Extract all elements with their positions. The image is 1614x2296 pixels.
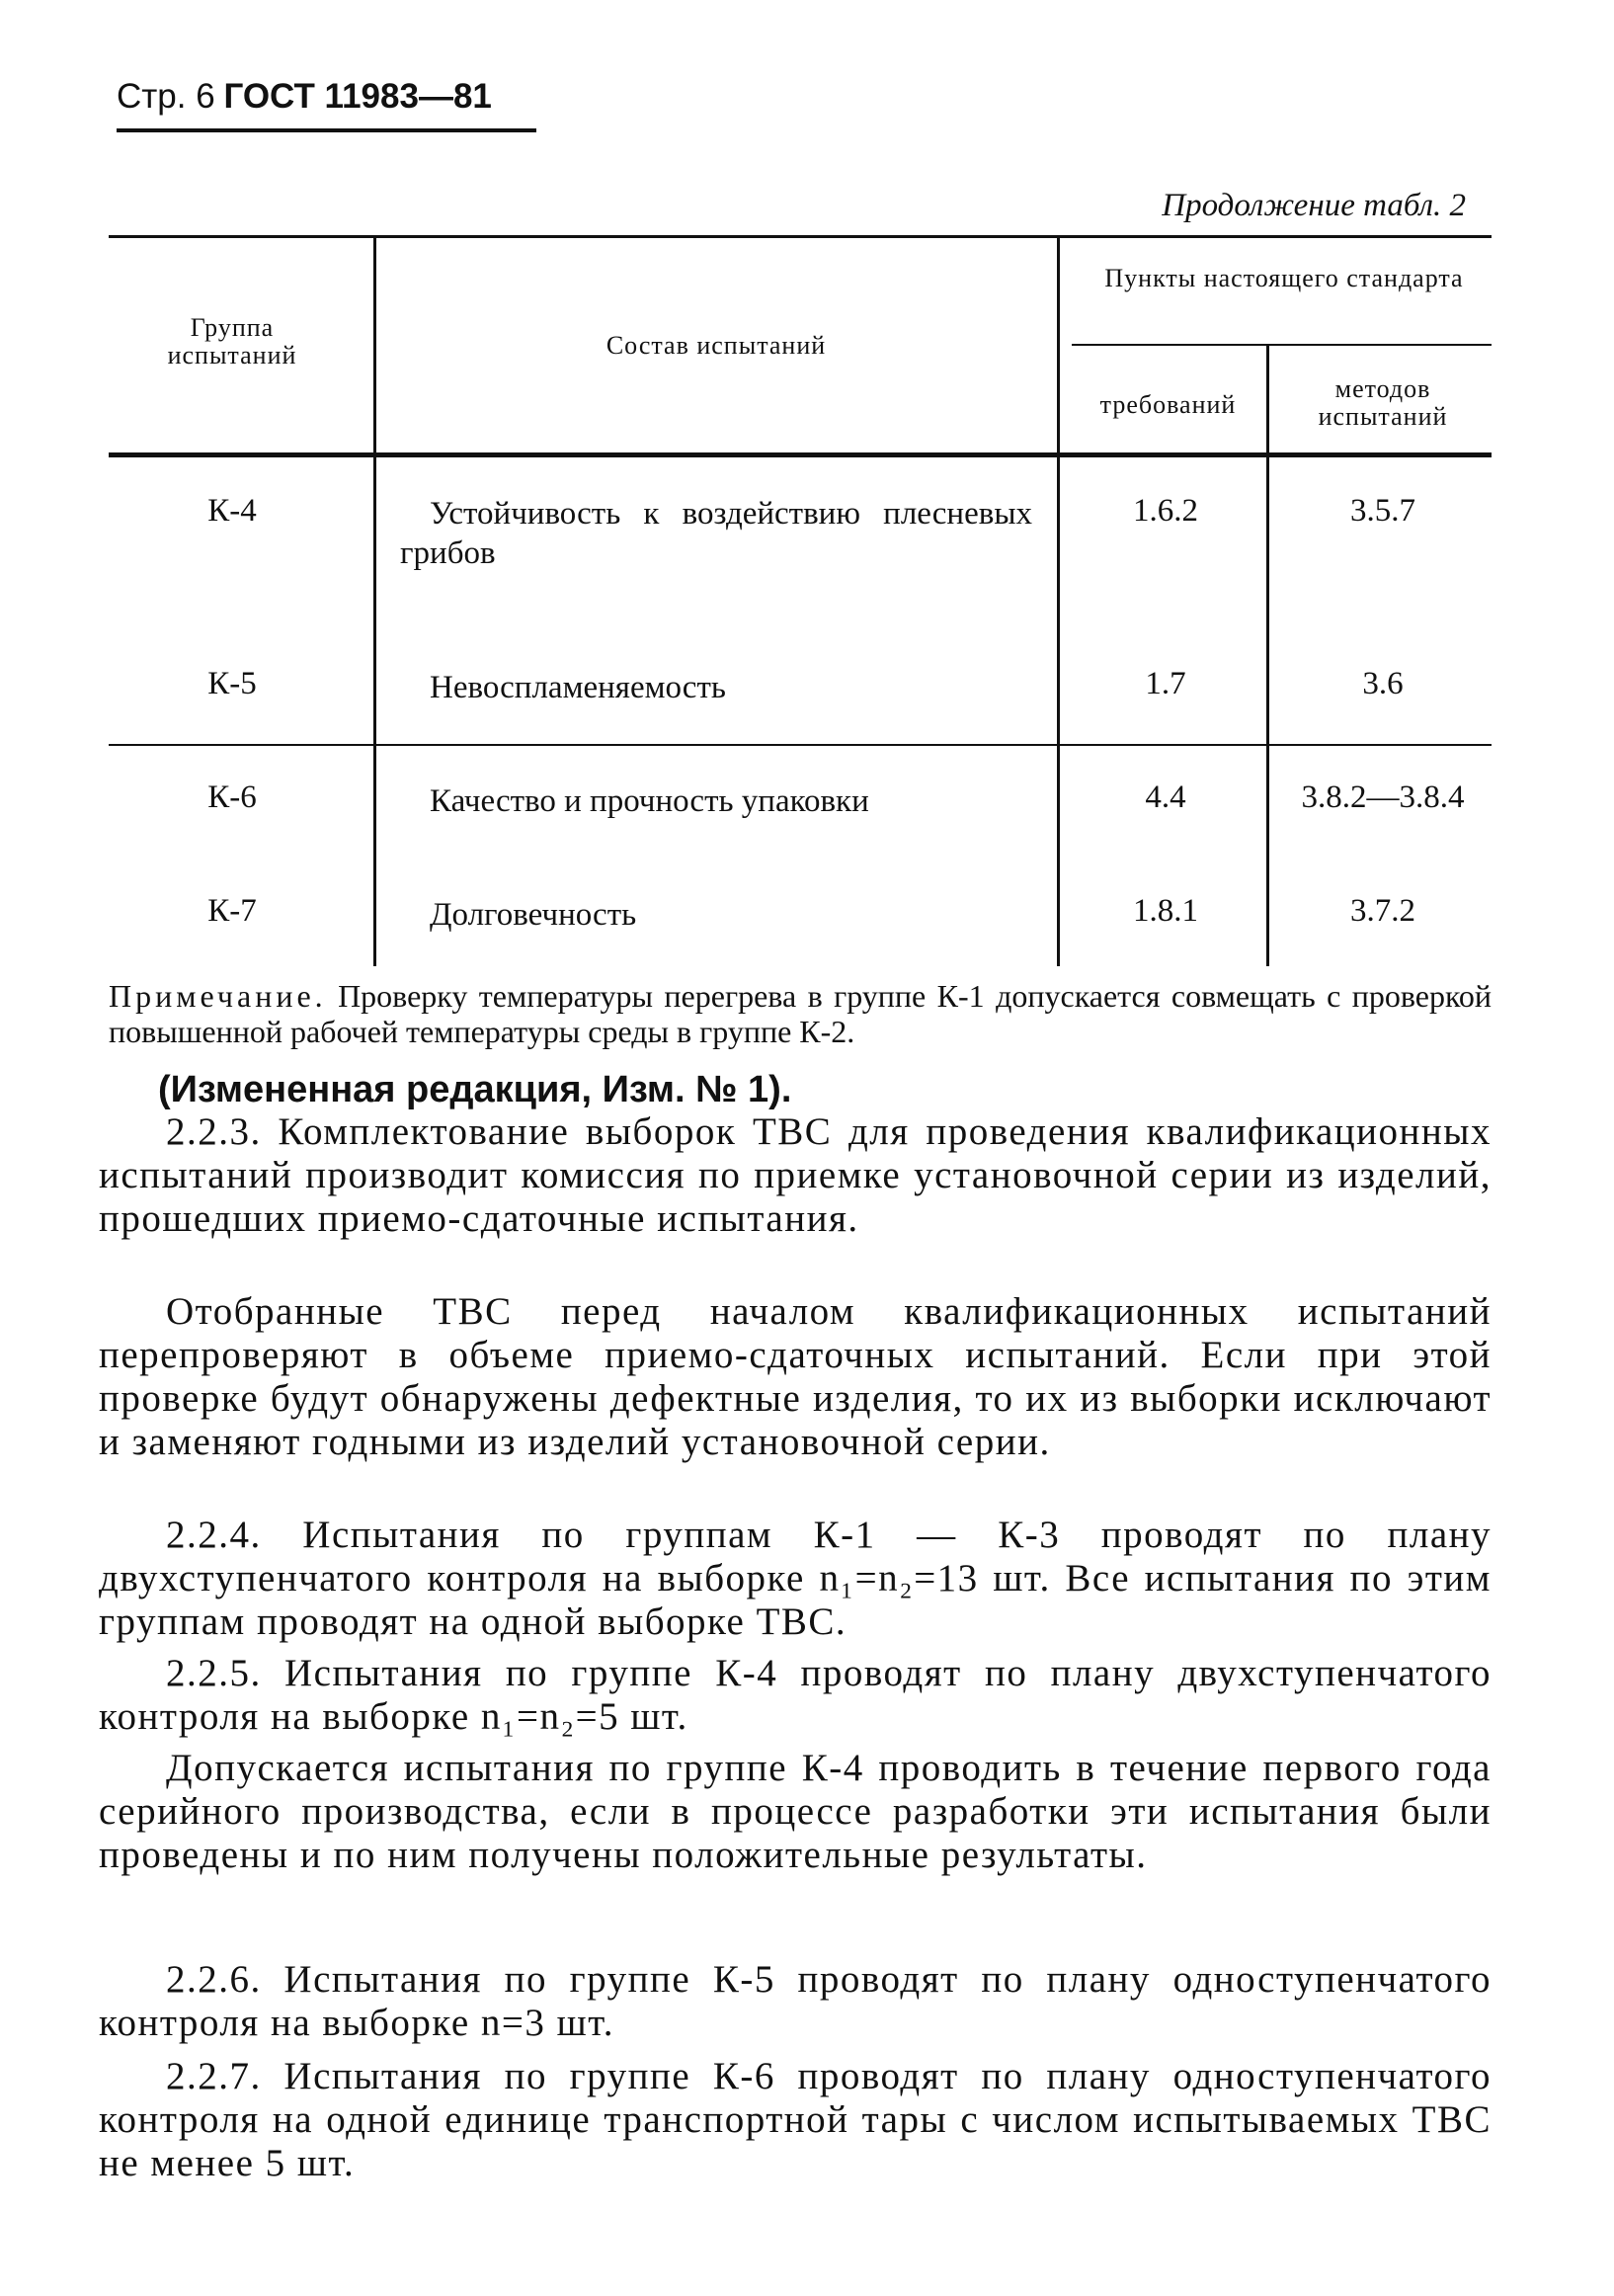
row-k6-composition: Качество и прочность упаковки [430, 783, 869, 819]
standard-number: ГОСТ 11983—81 [223, 77, 492, 116]
header-requirements: требований [1099, 390, 1237, 419]
row-k7-group: К-7 [207, 893, 257, 929]
row-k5-composition: Невоспламеняемость [430, 670, 726, 705]
table-sub-header-rule [1072, 344, 1492, 346]
row-k4-composition: Устойчивость к воздействию плесневых грибов [400, 496, 1032, 571]
header-clauses: Пункты настоящего стандарта [1104, 264, 1464, 292]
paragraph-2-2-3: 2.2.3. Комплектование выборок ТВС для проведения квалификационных испытаний производит комиссия по приемке установочной серии из изделий, прошедших приемо-сдаточные испытания. [99, 1110, 1492, 1240]
row-k5-group: К-5 [207, 666, 257, 701]
row-k4-methods: 3.5.7 [1350, 493, 1415, 529]
paragraph-2-2-5: 2.2.5. Испытания по группе К-4 проводят по плану двухступенчатого контроля на выборке n₁=n₂=5 шт. [99, 1652, 1492, 1738]
note-label: Примечание. [109, 978, 327, 1014]
row-k6-methods: 3.8.2—3.8.4 [1301, 779, 1465, 815]
table-header-bottom-rule [109, 452, 1492, 457]
paragraph-2-2-4: 2.2.4. Испытания по группам К-1 — К-3 проводят по плану двухступенчатого контроля на выборке n₁=n₂=13 шт. Все испытания по этим группам проводят на одной выборке ТВС. [99, 1514, 1492, 1643]
table-vline-1 [373, 235, 376, 966]
header-methods: методов испытаний [1318, 374, 1448, 431]
row-k7-composition: Долговечность [430, 897, 637, 933]
table-vline-2 [1057, 235, 1060, 966]
note-text: Проверку температуры перегрева в группе К-1 допускается совмещать с проверкой повышенной рабочей температуры среды в группе К-2. [109, 978, 1493, 1049]
header-composition: Состав испытаний [605, 331, 827, 360]
table-vline-3 [1266, 344, 1269, 966]
page-number: Стр. 6 [117, 77, 215, 116]
tests-table [109, 235, 1492, 966]
row-k5-methods: 3.6 [1362, 666, 1404, 701]
paragraph-2-2-7: 2.2.7. Испытания по группе К-6 проводят по плану одноступенчатого контроля на одной единице транспортной тары с числом испытываемых ТВС не менее 5 шт. [99, 2055, 1492, 2184]
revision-note: (Измененная редакция, Изм. № 1). [158, 1069, 792, 1110]
row-k7-methods: 3.7.2 [1350, 893, 1415, 929]
paragraph-2-2-6: 2.2.6. Испытания по группе К-5 проводят по плану одноступенчатого контроля на выборке n=3 шт. [99, 1958, 1492, 2044]
table-row-rule [109, 744, 1492, 746]
paragraph-selection-recheck: Отобранные ТВС перед началом квалификационных испытаний перепроверяют в объеме приемо-сдаточных испытаний. Если при этой проверке будут обнаружены дефектные изделия, то их из выборки исключают и заменяют годными из изделий установочной серии. [99, 1290, 1492, 1463]
table-continuation-caption: Продолжение табл. 2 [1162, 188, 1466, 223]
row-k7-requirements: 1.8.1 [1133, 893, 1198, 929]
row-k5-requirements: 1.7 [1145, 666, 1186, 701]
table-note [109, 978, 1492, 1049]
table-top-rule [109, 235, 1492, 238]
row-k6-group: К-6 [207, 779, 257, 815]
paragraph-k4-allowance: Допускается испытания по группе К-4 проводить в течение первого года серийного производства, если в процессе разработки эти испытания были проведены и по ним получены положительные результаты. [99, 1747, 1492, 1876]
row-k4-requirements: 1.6.2 [1133, 493, 1198, 529]
page-header [117, 77, 492, 117]
row-k6-requirements: 4.4 [1145, 779, 1186, 815]
row-k4-group: К-4 [207, 493, 257, 529]
header-rule [117, 128, 536, 132]
header-group: Группа испытаний [167, 313, 297, 369]
